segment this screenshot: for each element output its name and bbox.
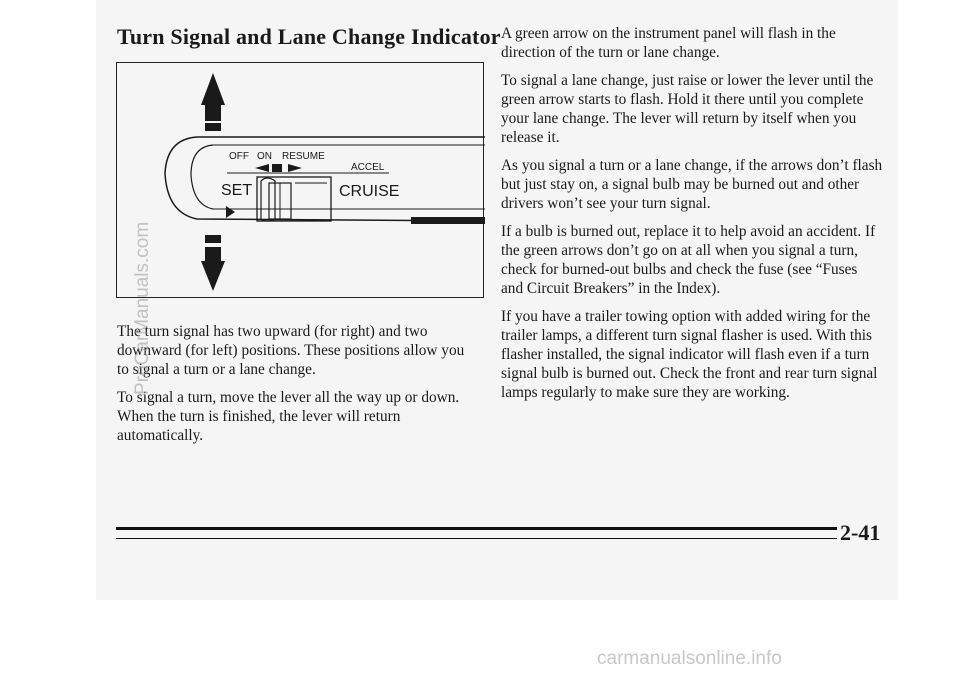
section-heading: Turn Signal and Lane Change Indicator — [117, 24, 501, 49]
up-arrow-dash — [205, 123, 221, 131]
resume-label: RESUME — [282, 151, 325, 162]
lever-diagram — [117, 63, 485, 299]
cruise-label: CRUISE — [339, 183, 400, 200]
bottom-watermark: carmanualsonline.info — [597, 648, 782, 669]
down-arrow-icon — [201, 261, 225, 291]
up-arrow-shaft — [205, 105, 221, 121]
off-label: OFF — [229, 151, 249, 162]
page-number: 2-41 — [840, 520, 881, 545]
down-arrow-dash — [205, 235, 221, 243]
paragraph: A green arrow on the instrument panel will flash in the direction of the turn or lane change. — [501, 25, 836, 61]
set-arrow-icon — [226, 206, 235, 218]
on-label: ON — [257, 151, 272, 162]
left-text-column — [117, 322, 467, 454]
paragraph: The turn signal has two upward (for right) and two downward (for left) positions. These positions allow you to signal a turn or a lane change. — [117, 323, 465, 378]
paragraph: As you signal a turn or a lane change, if the arrows don’t flash but just stay on, a signal bulb may be burned out and other drivers won’t see your turn signal. — [501, 157, 883, 212]
left-arrow-icon — [255, 164, 269, 172]
paragraph: If a bulb is burned out, replace it to help avoid an accident. If the green arrows don’t go on at all when you signal a turn, check for burned-out bulbs and check the fuse (see “Fuses and Circuit Breakers” in the Index). — [501, 223, 876, 297]
paragraph: To signal a turn, move the lever all the way up or down. When the turn is finished, the lever will return automatically. — [117, 389, 460, 444]
lever-end-bar — [411, 217, 485, 224]
lever-inner-outline — [191, 145, 213, 209]
down-arrow-shaft — [205, 247, 221, 261]
set-label: SET — [221, 182, 253, 199]
footer-rule-thin — [116, 538, 837, 539]
accel-label: ACCEL — [351, 162, 385, 173]
switch-center-block — [272, 164, 282, 172]
paragraph: If you have a trailer towing option with added wiring for the trailer lamps, a different turn signal flasher is used. With this flasher installed, the signal indicator will flash even if a turn signal bulb is burned out. Check the front and rear turn signal lamps regularly to make sure they are working. — [501, 308, 878, 401]
right-text-column — [501, 24, 883, 411]
up-arrow-icon — [201, 73, 225, 105]
footer-rule-thick — [116, 527, 837, 530]
turn-signal-lever-illustration — [116, 62, 484, 298]
slide-switch — [257, 177, 331, 221]
paragraph: To signal a lane change, just raise or lower the lever until the green arrow starts to flash. Hold it there until you complete your lane change. The lever will return by itself when you release it. — [501, 72, 874, 146]
right-arrow-icon — [288, 164, 302, 172]
side-watermark: ProCarManuals.com — [132, 221, 153, 395]
